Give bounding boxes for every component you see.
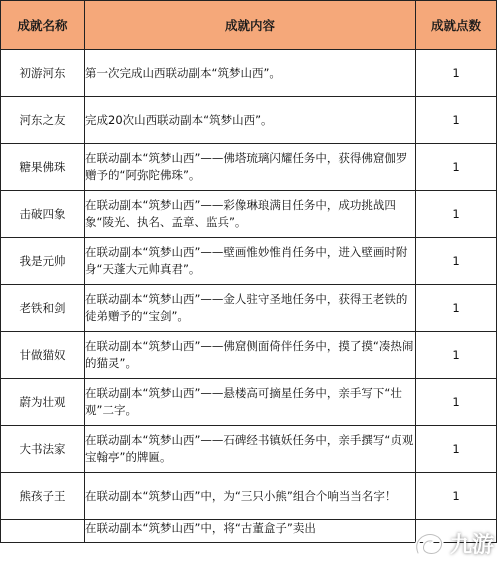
achievement-content: 在联动副本“筑梦山西”中，将“古董盒子”卖出 (85, 520, 416, 543)
table-row (1, 379, 497, 426)
achievement-name: 河东之友 (1, 97, 85, 144)
achievement-content: 第一次完成山西联动副本“筑梦山西”。 (85, 50, 416, 97)
achievement-content: 在联动副本“筑梦山西”——石碑经书镇妖任务中，亲手撰写“贞观宝翰亭”的牌匾。 (85, 426, 416, 473)
table-row (1, 238, 497, 285)
table-header-row (1, 1, 497, 50)
achievement-content: 在联动副本“筑梦山西”——悬楼高可摘星任务中，亲手写下“壮观”二字。 (85, 379, 416, 426)
achievement-content: 在联动副本“筑梦山西”——金人驻守圣地任务中，获得王老铁的徒弟赠予的“宝剑”。 (85, 285, 416, 332)
achievement-points: 1 (416, 238, 497, 285)
achievement-content: 在联动副本“筑梦山西”——壁画惟妙惟肖任务中，进入壁画时附身“天蓬大元帅真君”。 (85, 238, 416, 285)
header-achievement-content: 成就内容 (85, 1, 416, 50)
achievement-name: 击破四象 (1, 191, 85, 238)
header-achievement-points: 成就点数 (416, 1, 497, 50)
achievement-name: 糖果佛珠 (1, 144, 85, 191)
header-achievement-name: 成就名称 (1, 1, 85, 50)
table-row (1, 97, 497, 144)
table-row (1, 191, 497, 238)
achievement-content: 完成20次山西联动副本“筑梦山西”。 (85, 97, 416, 144)
table-row (1, 332, 497, 379)
achievement-points: 1 (416, 332, 497, 379)
achievement-content: 在联动副本“筑梦山西”中，为“三只小熊”组合个响当当名字！ (85, 473, 416, 520)
table-row (1, 144, 497, 191)
achievement-name: 初游河东 (1, 50, 85, 97)
achievement-name: 甘做猫奴 (1, 332, 85, 379)
achievement-points: 1 (416, 144, 497, 191)
achievement-name: 老铁和剑 (1, 285, 85, 332)
achievement-points: 1 (416, 285, 497, 332)
achievement-points: 1 (416, 97, 497, 144)
achievement-points: 1 (416, 50, 497, 97)
table-row (1, 426, 497, 473)
jiuyou-logo-icon (412, 529, 446, 559)
achievement-name: 大书法家 (1, 426, 85, 473)
achievement-content: 在联动副本“筑梦山西”——佛窟侧面倚伴任务中，摸了摸“凑热闹的猫灵”。 (85, 332, 416, 379)
achievement-points: 1 (416, 379, 497, 426)
watermark (412, 528, 494, 559)
table-row (1, 50, 497, 97)
achievement-points: 1 (416, 426, 497, 473)
achievement-points: 1 (416, 191, 497, 238)
achievement-name: 熊孩子王 (1, 473, 85, 520)
achievement-content: 在联动副本“筑梦山西”——佛塔琉璃闪耀任务中，获得佛窟伽罗赠予的“阿弥陀佛珠”。 (85, 144, 416, 191)
achievement-points: 1 (416, 473, 497, 520)
achievement-content: 在联动副本“筑梦山西”——彩像琳琅满目任务中，成功挑战四象“陵光、执名、孟章、监兵”。 (85, 191, 416, 238)
watermark-text: 九游 (449, 533, 494, 558)
table-row (1, 285, 497, 332)
achievement-name (1, 520, 85, 543)
table-row (1, 473, 497, 520)
achievement-name: 蔚为壮观 (1, 379, 85, 426)
achievement-name: 我是元帅 (1, 238, 85, 285)
